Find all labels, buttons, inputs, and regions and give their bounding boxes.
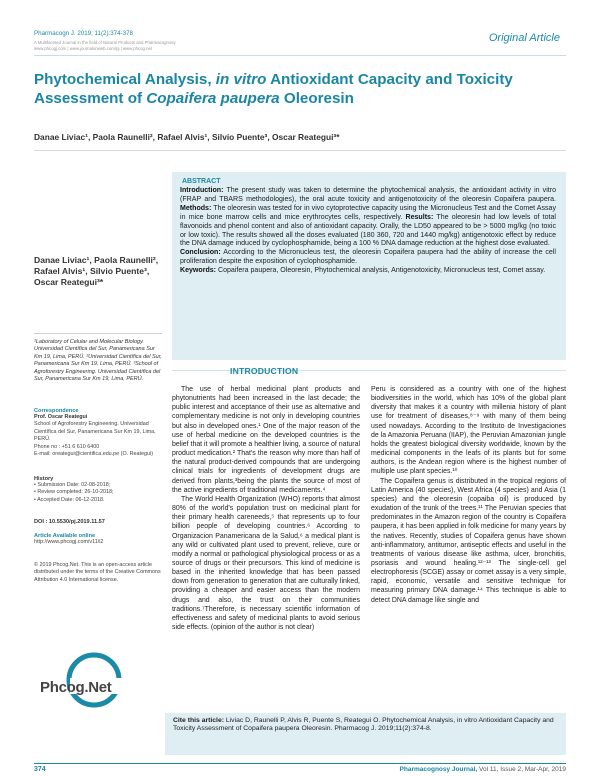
title-italic-1: in vitro xyxy=(215,71,267,88)
phcog-net-logo xyxy=(40,650,130,714)
sidebar-divider xyxy=(34,333,162,334)
abstract-results-text: The oleoresin had low levels of total flavonoids and phenol content and also of antioxidant capacity. Orally, the LD50 appeared to be > 5000 mg/kg (no toxic or low toxic). The results showed all the doses evaluated (180 360, 720 and 1440 mg/kg) antigenotoxic effect by reduce the DNA damage induced by cyclophosphamide, being a 100 % DNA damage reduction at the highest dose evaluated. xyxy=(180,213,556,248)
header-divider xyxy=(34,55,566,56)
intro-paragraph-3: Peru is considered as a country with one of the highest biodiversities in the world, which has 10% of the global plant diversity that makes it a country with millenia history of plant use for treatment of diseases,⁸⁻⁹ with many of them being used nowadays. According to the Instituto de Investigaciones de la Amazonia Peruana (IIAP), the Peruvian Amazonian jungle holds the greatest biological diversity worldwide, known by the medicinal components in the leafs of its plants but for some authors, is the Andean region where is the highest number of multiple use plant species.¹⁰ xyxy=(371,386,566,476)
title-part-2: Antioxidant Capacity and Toxicity Assessment of xyxy=(34,71,513,107)
footer-divider xyxy=(34,763,566,764)
logo-wordmark: Phcog.Net xyxy=(40,679,112,696)
correspondence-phone: Phone no : +51 6 610 6400 xyxy=(34,443,100,450)
correspondence-name: Prof. Oscar Reategui xyxy=(34,414,88,420)
sidebar-author-names: Danae Liviac¹, Paola Raunelli², Rafael Alvis¹, Silvio Puente³, Oscar Reategui³* xyxy=(34,255,159,287)
journal-reference: Pharmacogn J. 2019; 11(2):374-378 xyxy=(34,30,133,37)
footer-issue: Vol 11, Issue 2, Mar-Apr, 2019 xyxy=(479,766,566,773)
abstract-heading: ABSTRACT xyxy=(182,178,221,185)
abstract-conclusion xyxy=(180,249,556,267)
history-block xyxy=(34,476,162,504)
doi-label[interactable]: DOI : 10.5530/pj.2019.11.57 xyxy=(34,519,105,525)
abstract-keywords-text: Copaifera paupera, Oleoresin, Phytochemical analysis, Antigenotoxicity, Micronucleus test, Comet assay. xyxy=(218,267,546,275)
journal-tagline: A Multifaceted Journal in the field of Natural Products and Pharmacognosy xyxy=(34,40,176,45)
author-list: Danae Liviac¹, Paola Raunelli², Rafael Alvis¹, Silvio Puente³, Oscar Reategui³* xyxy=(34,132,340,142)
citation-box xyxy=(165,713,566,755)
correspondence-block xyxy=(34,408,162,458)
abstract-keywords-label: Keywords: xyxy=(180,267,217,275)
article-type-label: Original Article xyxy=(488,32,560,44)
footer-journal-info xyxy=(400,766,566,773)
abstract-results-label: Results: xyxy=(405,213,434,221)
intro-paragraph-2: The World Health Organization (WHO) reports that almost 80% of the world's population trust on medicinal plant for their primary health careneeds,⁵ that represents up to four billion people of developing countries.⁶ According to Organizacion Panamericana de la Salud,⁶ a medical plant is any wild or cultivated plant used to prevent, relieve, cure or modify a normal or pathological physiological process or as a source of drugs or their precursors. This kind of medicine is based in the inherited knowledge that has been passed down from generation to generation that are culturally linked, providing a cheaper and easier access than the modern drugs and also, the trust on their communities traditions.⁷Therefore, is necessary scientific information of effectiveness and safety of medicinal plants to avoid serious side effects. (opinion of the author is not clear) xyxy=(172,495,360,632)
title-part-3: Oleoresin xyxy=(283,90,354,107)
article-title xyxy=(34,70,554,108)
online-heading: Article Available online xyxy=(34,533,96,539)
citation-label: Cite this article: xyxy=(173,717,224,724)
abstract-intro-text: The present study was taken to determine the phytochemical analysis, the antioxidant activity in vitro (FRAP and TBARS methodologies), the oral acute toxicity and antigenotoxicity of the oleoresin Copaifera paupera. xyxy=(180,187,556,203)
authors-divider xyxy=(34,150,566,151)
body-column-left xyxy=(172,385,360,632)
sidebar-affiliations: ¹Laboratory of Celular and Molecular Biology. Universidad Científica del Sur, Panamericana Sur Km 19, Lima, PERÚ. ²Universidad Científica del Sur, Panamericana Sur Km 19, Lima, PERÚ. ³School of Agroforestry Engineering. Universidad Científica del Sur, Panamericana Sur Km 19, Lima, PERÚ. xyxy=(34,339,162,383)
title-part-1: Phytochemical Analysis, xyxy=(34,71,212,88)
abstract-box xyxy=(172,172,566,360)
intro-paragraph-1: The use of herbal medicinal plant products and phytonutrients had been increased in the last decade; the public interest and acceptance of their use as alternative and complementary medicine is not only in developing countries but also in developed ones.¹ One of the major reason of the use of herbal medicine on the developed countries is the belief that it will promote a healthier living, a source of natural product medication.² That's the reason why more than half of the natural product-derived compounds that are undergoing clinical trials for ingredients of development drugs are derived from plants,³being the plants the source of most of the active ingredients of traditional medicaments.⁴ xyxy=(172,386,360,494)
correspondence-heading: Correspondence xyxy=(34,408,79,414)
abstract-intro-label: Introduction: xyxy=(180,187,224,194)
correspondence-address: School of Agroforestry Engineering. Universidad Científica del Sur, Panamericana Sur Km 19, Lima, PERÚ. xyxy=(34,421,156,443)
online-url-link[interactable]: http://www.phcogj.com/v11/i2 xyxy=(34,539,104,545)
citation-text: Liviac D, Raunelli P, Alvis R, Puente S, Reategui O. Phytochemical Analysis, in vitro Antioxidant Capacity and Toxicity Assessment of Copaifera paupera Oleoresin. Pharmacog J. 2019;11(2):374-8. xyxy=(173,717,554,733)
body-column-right xyxy=(371,385,566,605)
copyright-notice: © 2019 Phcog.Net. This is an open-access article distributed under the terms of the Creative Commons Attribution 4.0 International license. xyxy=(34,562,161,583)
history-heading: History xyxy=(34,476,54,482)
abstract-methods-text: The oleoresin was tested for in vivo cytoprotective capacity using the Micronucleus Test and the Comet Assay in mice bone marrow cells and mice erythrocytes cells, respectively. xyxy=(180,204,556,221)
online-block xyxy=(34,533,162,546)
introduction-heading: INTRODUCTION xyxy=(230,366,299,376)
abstract-conclusion-text: According to the Micronucleus test, the oleoresin Copaifera paupera had the ability of increase the cell proliferation despite the exposition of cyclophosphamide. xyxy=(180,249,556,266)
abstract-conclusion-label: Conclusion: xyxy=(180,249,221,257)
abstract-body xyxy=(180,187,556,249)
history-submission: • Submission Date: 02-08-2018; xyxy=(34,482,111,488)
abstract-methods-label: Methods: xyxy=(180,204,212,212)
footer-journal-name: Pharmacognosy Journal, xyxy=(399,766,478,773)
title-italic-2: Copaifera paupera xyxy=(146,90,280,107)
history-review: • Review completed: 26-10-2018; xyxy=(34,489,114,496)
intro-paragraph-4: The Copaifera genus is distributed in the tropical regions of Latin America (40 species), West Africa (4 species) and Asia (1 species) and the oleoresin (copaiba oil) is produced by exudation of the trunk of the trees.¹¹ The Peruvian species that predominates in the Amazon region of the country is Copaifera paupera, it has been applied in folk medicine for many years by the natives. Recently, studies of Copaifera genus have shown anti-inflammatory, antitumor, antiseptic effects and useful in the treatments of various disease like asthma, ulcer, bronchitis, psoriasis and wound healing.¹²⁻¹³ The single-cell gel electrophoresis (SCGE) assay or comet assay is a very simple, rapid, economic, versatile and sensitive technique for measuring primary DNA damage.¹⁴ This technique is able to detect DNA damage like single and xyxy=(371,477,566,604)
correspondence-email[interactable]: E-mail: oreategui@cientifica.edu.pe (O. Reategui) xyxy=(34,451,154,458)
history-accepted: • Accepted Date: 06-12-2018. xyxy=(34,496,105,503)
page-number: 374 xyxy=(34,766,46,773)
journal-websites: www.phcogj.com | www.journalonweb.com/pj | www.phcog.net xyxy=(34,46,153,51)
abstract-keywords xyxy=(180,267,556,276)
